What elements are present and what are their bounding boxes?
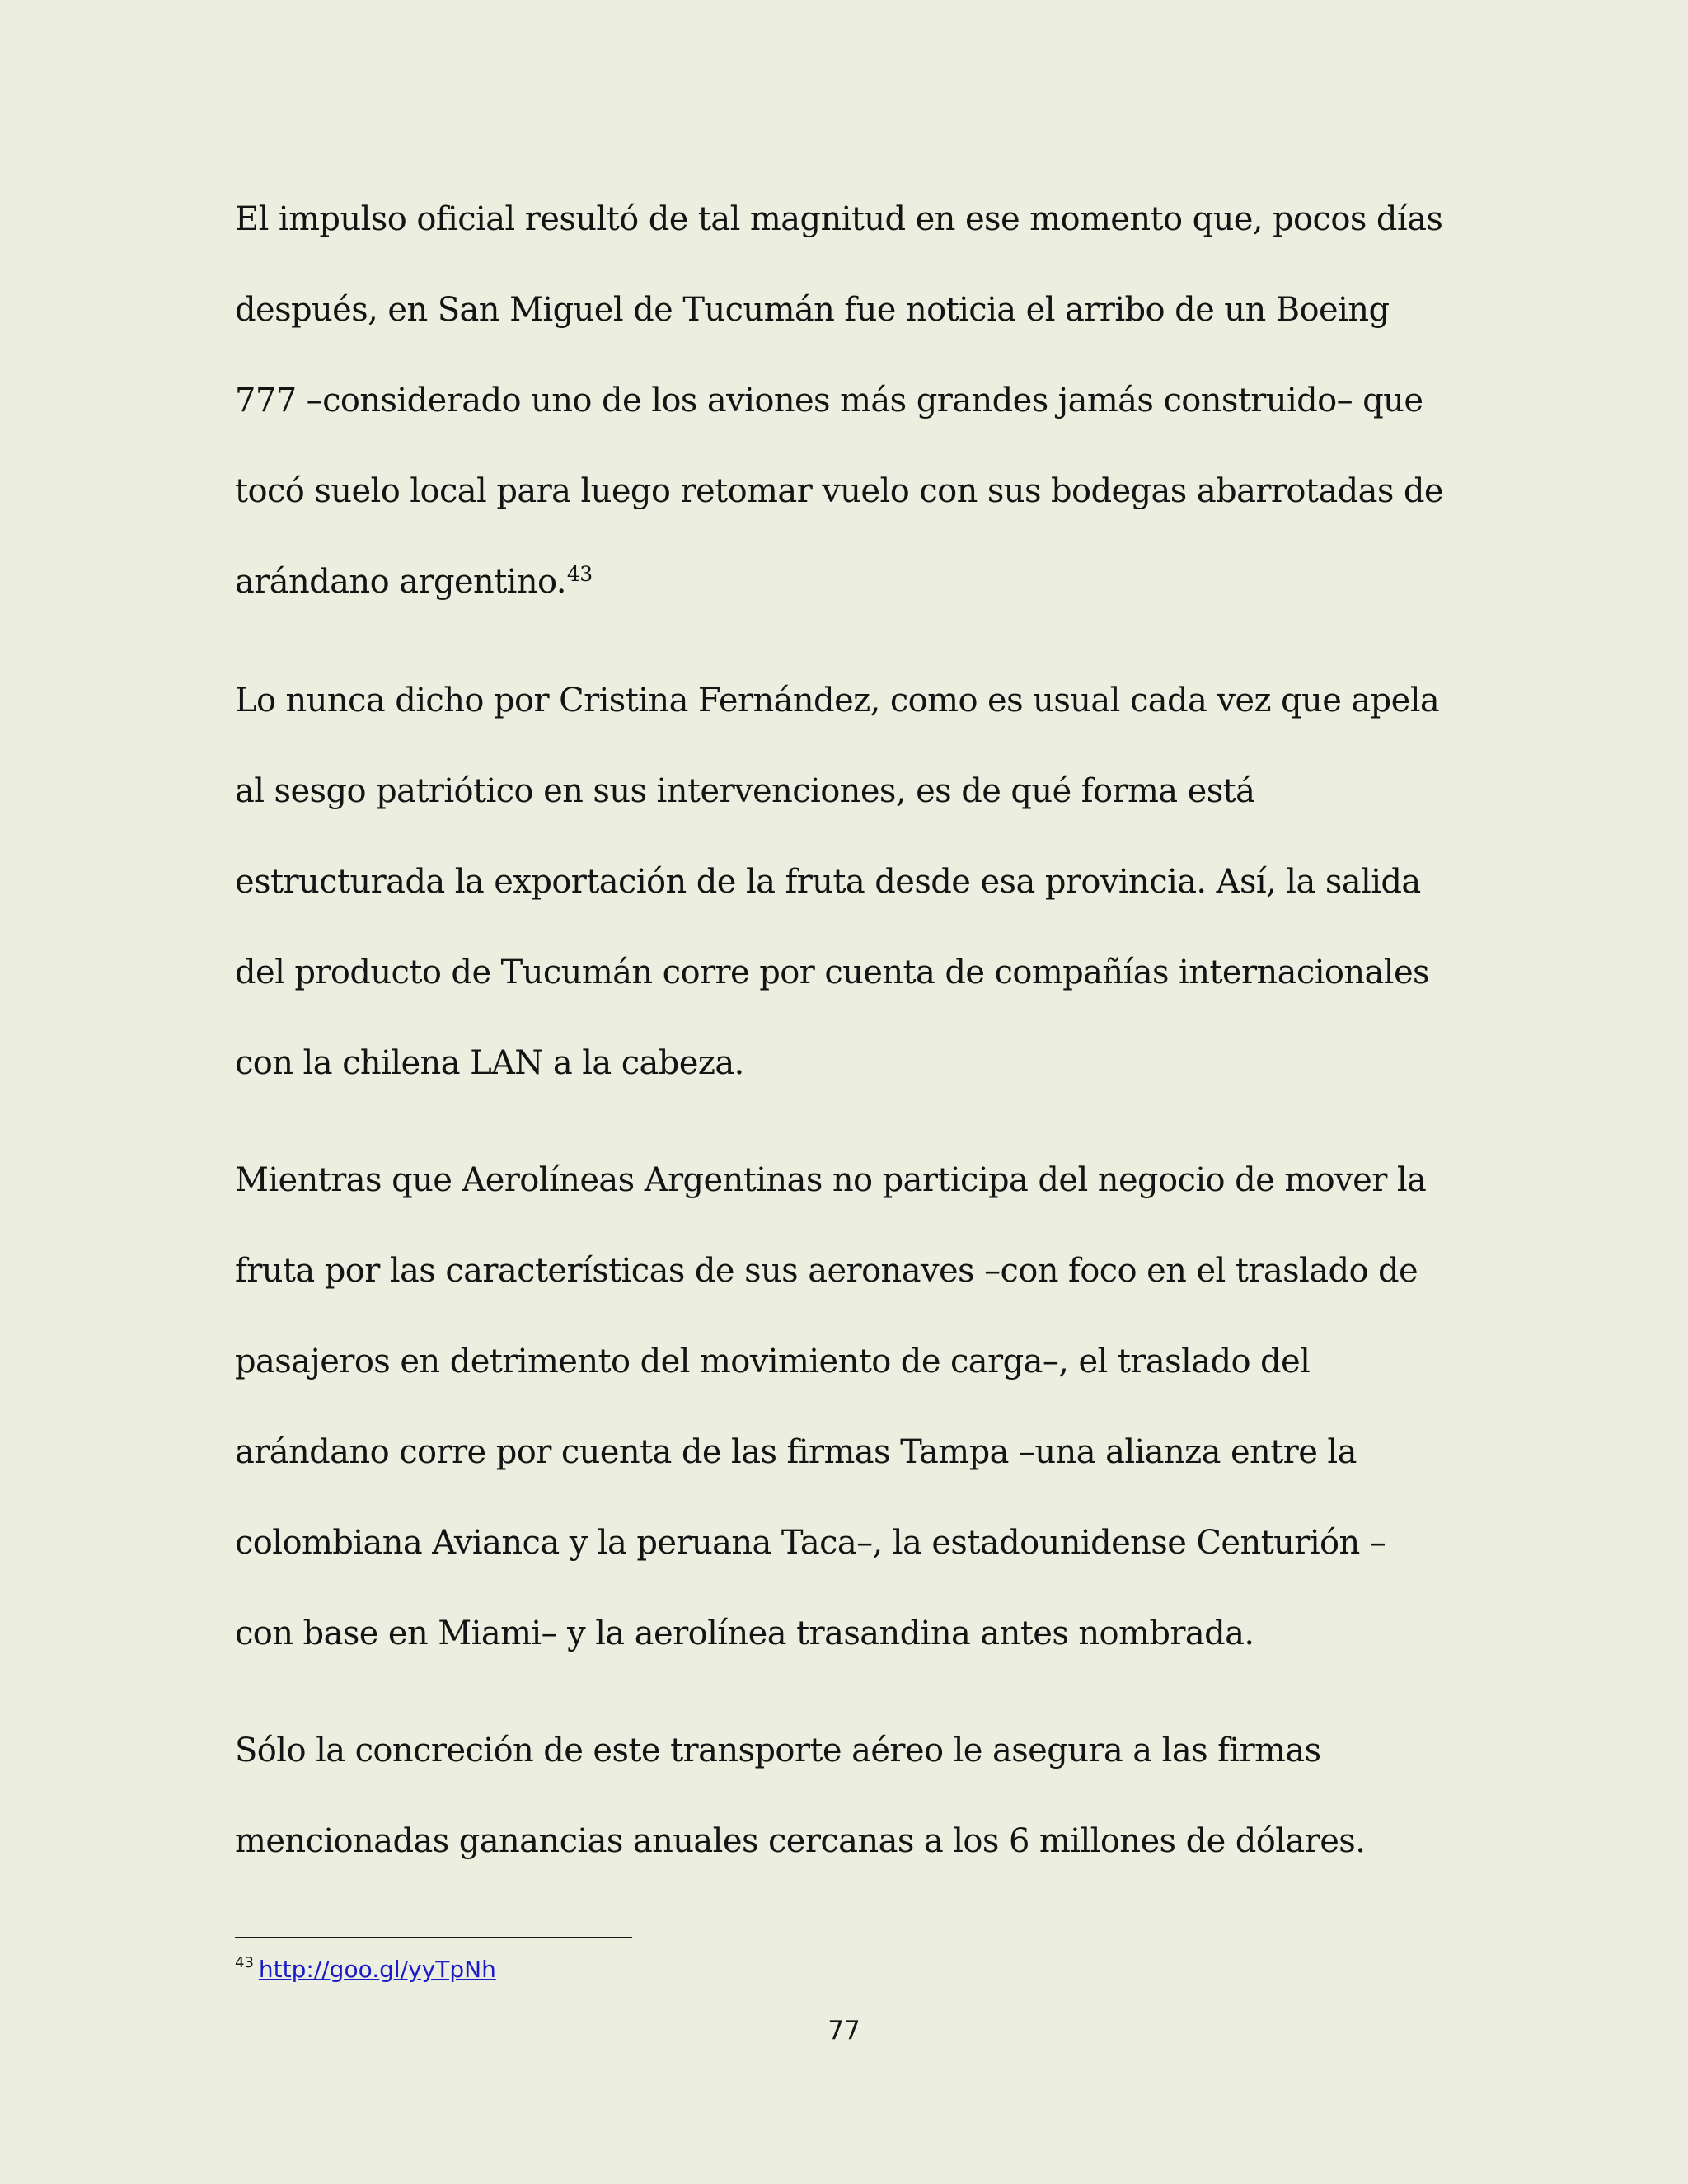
footnote-separator — [235, 1937, 632, 1938]
footnote — [235, 1953, 496, 1990]
footnote-link[interactable]: http://goo.gl/yyTpNh — [258, 1956, 496, 1983]
text-line: con base en Miami– y la aerolínea trasandina antes nombrada. — [235, 1615, 1254, 1652]
text-line: del producto de Tucumán corre por cuenta de compañías internacionales — [235, 954, 1429, 991]
footnote-reference[interactable]: 43 — [566, 562, 593, 586]
text-line: tocó suelo local para luego retomar vuelo con sus bodegas abarrotadas de — [235, 472, 1443, 510]
text-line: Sólo la concreción de este transporte aéreo le asegura a las firmas — [235, 1732, 1321, 1769]
text-line: Mientras que Aerolíneas Argentinas no participa del negocio de mover la — [235, 1161, 1427, 1199]
text-line: pasajeros en detrimento del movimiento de carga–, el traslado del — [235, 1343, 1311, 1380]
text-line: arándano argentino. — [235, 563, 566, 601]
text-line: 777 –considerado uno de los aviones más grandes jamás construido– que — [235, 382, 1423, 419]
text-line: colombiana Avianca y la peruana Taca–, la estadounidense Centurión – — [235, 1524, 1386, 1562]
text-line-with-footnote — [235, 557, 593, 607]
text-line: Lo nunca dicho por Cristina Fernández, como es usual cada vez que apela — [235, 682, 1440, 719]
text-line: arándano corre por cuenta de las firmas Tampa –una alianza entre la — [235, 1433, 1357, 1471]
text-line: fruta por las características de sus aeronaves –con foco en el traslado de — [235, 1252, 1418, 1290]
text-line: El impulso oficial resultó de tal magnitud en ese momento que, pocos días — [235, 200, 1443, 238]
text-line: estructurada la exportación de la fruta desde esa provincia. Así, la salida — [235, 863, 1421, 901]
text-line: con la chilena LAN a la cabeza. — [235, 1044, 744, 1082]
text-line: al sesgo patriótico en sus intervenciones, es de qué forma está — [235, 772, 1255, 810]
footnote-number: 43 — [235, 1954, 254, 1971]
page-number: 77 — [828, 2016, 860, 2046]
text-line: después, en San Miguel de Tucumán fue noticia el arribo de un Boeing — [235, 291, 1390, 329]
text-line: mencionadas ganancias anuales cercanas a los 6 millones de dólares. — [235, 1822, 1366, 1860]
